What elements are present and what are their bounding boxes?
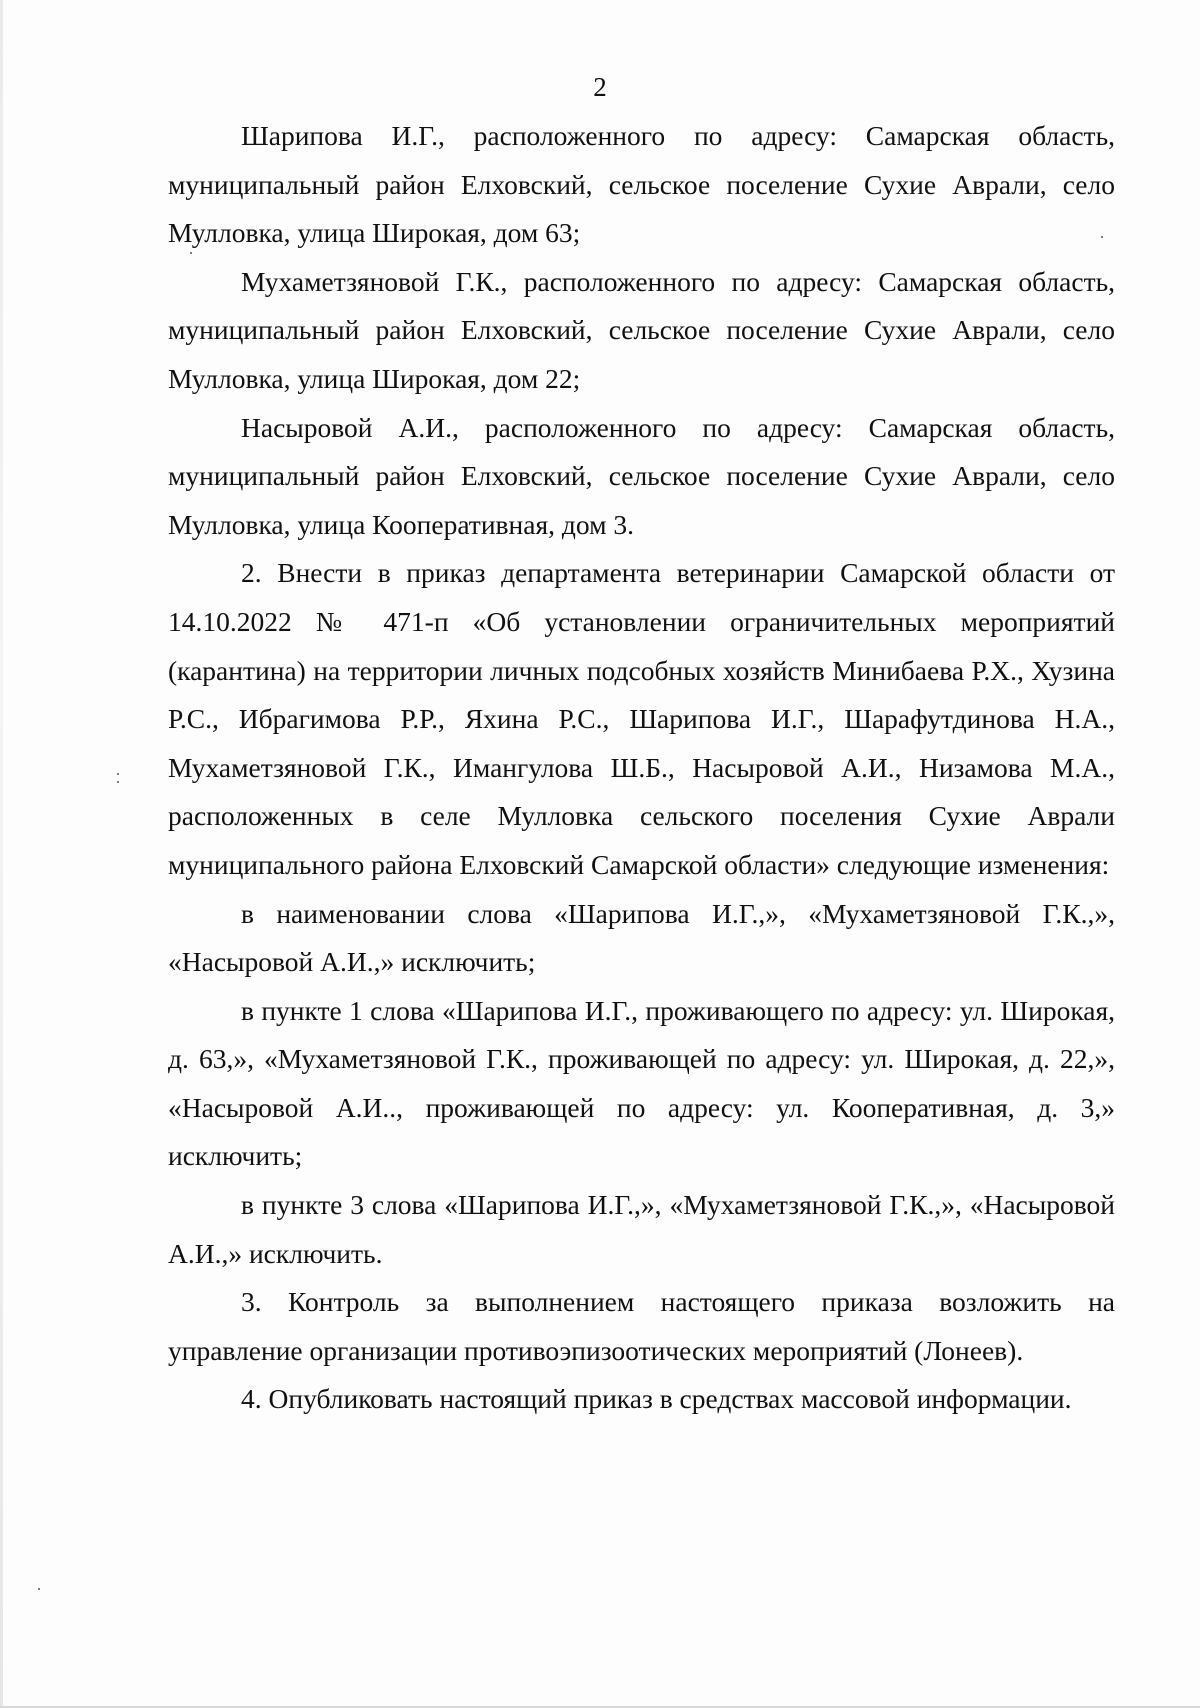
document-body [168,112,1115,1424]
scan-speck [117,773,119,775]
scan-speck [38,1588,40,1590]
paragraph-nasyrova-address: Насыровой А.И., расположенного по адресу: Самарская область, муниципальный район Елховский, сельское поселение Сухие Аврали, село Мулловка, улица Кооперативная, дом 3. [168,411,1115,540]
scan-speck [117,781,119,783]
paragraph-item-2-title-change: в наименовании слова «Шарипова И.Г.,», «Мухаметзяновой Г.К.,», «Насыровой А.И.,» исключить; [168,897,1115,978]
scan-speck [190,252,192,254]
paragraph-item-3: 3. Контроль за выполнением настоящего приказа возложить на управление организации противоэпизоотических мероприятий (Лонеев). [168,1286,1115,1366]
paragraph-mukhametzyanova-address: Мухаметзяновой Г.К., расположенного по адресу: Самарская область, муниципальный район Елховский, сельское поселение Сухие Аврали, село Мулловка, улица Широкая, дом 22; [168,265,1115,394]
paragraph-item-4: 4. Опубликовать настоящий приказ в средствах массовой информации. [241,1383,1072,1415]
page-number: 2 [593,72,607,102]
scan-edge [0,0,3,1708]
scan-speck [1101,236,1103,238]
paragraph-item-2-point-1-change: в пункте 1 слова «Шарипова И.Г., проживающего по адресу: ул. Широкая, д. 63,», «Мухаметзяновой Г.К., проживающей по адресу: ул. Широкая, д. 22,», «Насыровой А.И.., проживающей по адресу: ул. Кооперативная, д. 3,» исключить; [168,994,1115,1172]
paragraph-item-2-point-3-change: в пункте 3 слова «Шарипова И.Г.,», «Мухаметзяновой Г.К.,», «Насыровой А.И.,» исключить. [168,1189,1115,1269]
paragraph-item-2: 2. Внести в приказ департамента ветеринарии Самарской области от 14.10.2022 № 471-п «Об установлении ограничительных мероприятий (карантина) на территории личных подсобных хозяйств Минибаева Р.Х., Хузина Р.С., Ибрагимова Р.Р., Яхина Р.С., Шарипова И.Г., Шарафутдинова Н.А., Мухаметзяновой Г.К., Имангулова Ш.Б., Насыровой А.И., Низамова М.А., расположенных в селе Мулловка сельского поселения Сухие Аврали муниципального района Елховский Самарской области» следующие изменения: [168,557,1115,880]
paragraph-sharipov-address: Шарипова И.Г., расположенного по адресу: Самарская область, муниципальный район Елховский, сельское поселение Сухие Аврали, село Мулловка, улица Широкая, дом 63; [168,120,1115,249]
